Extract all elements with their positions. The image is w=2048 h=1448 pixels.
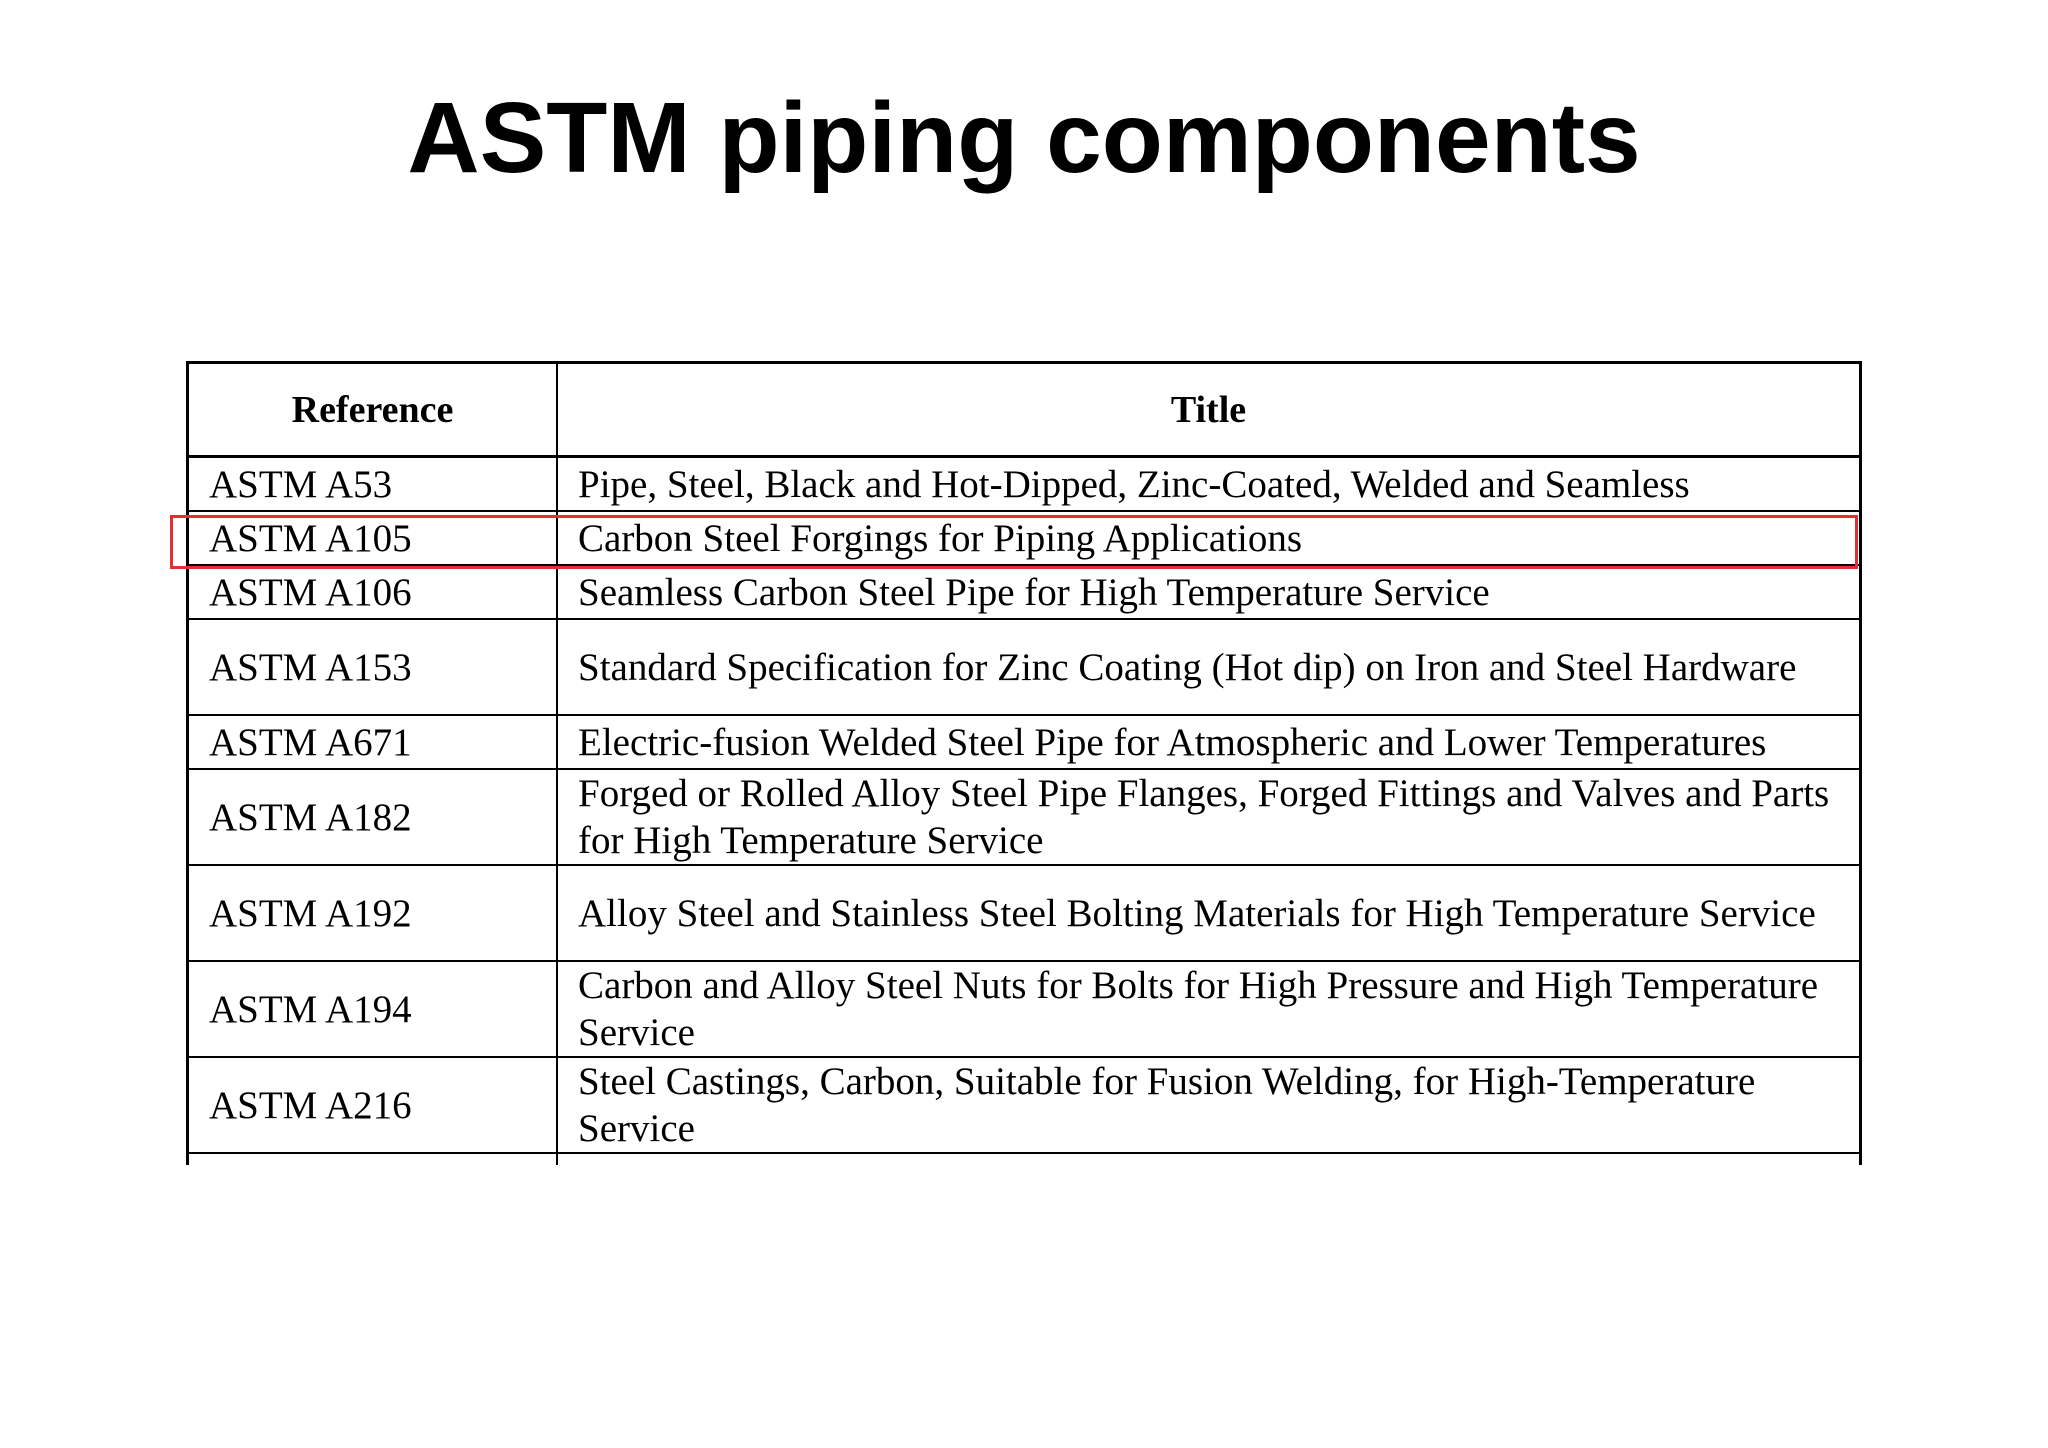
table-row [189, 619, 1859, 715]
reference-cell: ASTM A216 [189, 1057, 557, 1153]
table-row [189, 769, 1859, 865]
table-row [189, 715, 1859, 769]
table-row-cut-off [189, 1153, 1859, 1165]
table-row [189, 961, 1859, 1057]
header-title: Title [557, 364, 1859, 457]
slide-title: ASTM piping components [407, 82, 1641, 194]
reference-table-container [186, 361, 1862, 1165]
reference-cell: ASTM A671 [189, 715, 557, 769]
reference-cell: ASTM A105 [189, 511, 557, 565]
title-cell: Alloy Steel and Stainless Steel Bolting Materials for High Temperature Service [557, 865, 1859, 961]
table-header-row [189, 364, 1859, 457]
reference-cell: ASTM A192 [189, 865, 557, 961]
reference-cell [189, 1153, 557, 1165]
reference-cell: ASTM A53 [189, 457, 557, 512]
reference-cell: ASTM A106 [189, 565, 557, 619]
table-row [189, 1057, 1859, 1153]
table-row [189, 865, 1859, 961]
title-cell: Pipe, Steel, Black and Hot-Dipped, Zinc-Coated, Welded and Seamless [557, 457, 1859, 512]
reference-cell: ASTM A182 [189, 769, 557, 865]
title-cell: Carbon Steel Forgings for Piping Applications [557, 511, 1859, 565]
title-cell: Electric-fusion Welded Steel Pipe for Atmospheric and Lower Temperatures [557, 715, 1859, 769]
reference-cell: ASTM A194 [189, 961, 557, 1057]
reference-table [189, 364, 1859, 1165]
title-cell: Forged or Rolled Alloy Steel Pipe Flanges, Forged Fittings and Valves and Parts for High Temperature Service [557, 769, 1859, 865]
header-reference: Reference [189, 364, 557, 457]
title-cell: Carbon and Alloy Steel Nuts for Bolts for High Pressure and High Temperature Service [557, 961, 1859, 1057]
title-cell: Steel Castings, Carbon, Suitable for Fusion Welding, for High-Temperature Service [557, 1057, 1859, 1153]
table-row-highlighted [189, 511, 1859, 565]
title-cell: Standard Specification for Zinc Coating (Hot dip) on Iron and Steel Hardware [557, 619, 1859, 715]
title-cell [557, 1153, 1859, 1165]
reference-cell: ASTM A153 [189, 619, 557, 715]
title-cell: Seamless Carbon Steel Pipe for High Temperature Service [557, 565, 1859, 619]
table-row [189, 457, 1859, 512]
table-row [189, 565, 1859, 619]
